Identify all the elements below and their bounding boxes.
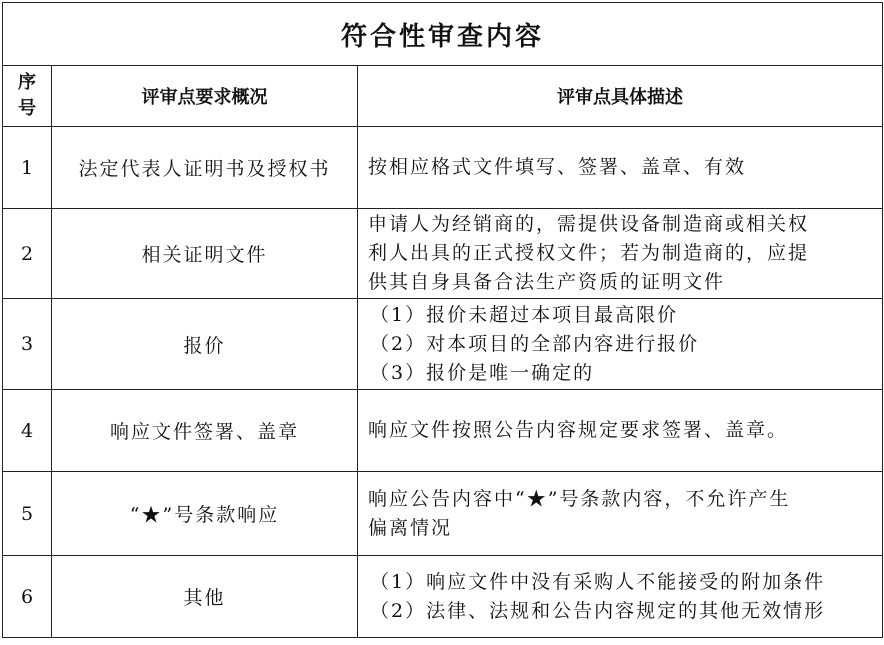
table-row (3, 299, 883, 390)
row-point: 相关证明文件 (52, 209, 358, 299)
desc-line: （2）对本项目的全部内容进行报价 (370, 332, 700, 355)
row-seq: 6 (3, 556, 52, 638)
compliance-review-table (2, 2, 883, 638)
row-desc (358, 472, 883, 556)
desc-line: 偏离情况 (368, 516, 453, 539)
row-seq: 5 (3, 472, 52, 556)
row-seq: 1 (3, 127, 52, 209)
row-point: 其他 (52, 556, 358, 638)
table-row (3, 390, 883, 472)
desc-line: （2）法律、法规和公告内容规定的其他无效情形 (370, 599, 826, 622)
header-seq-line1: 序 (18, 72, 36, 93)
table-row (3, 209, 883, 299)
title-row (3, 3, 883, 66)
table-row (3, 472, 883, 556)
header-seq (3, 66, 52, 127)
row-point: 报价 (52, 299, 358, 390)
desc-line: 申请人为经销商的，需提供设备制造商或相关权 (368, 213, 810, 235)
row-desc (358, 390, 883, 472)
desc-line: 按相应格式文件填写、签署、盖章、有效 (368, 156, 747, 178)
row-desc (358, 209, 883, 299)
desc-line: 供其自身具备合法生产资质的证明文件 (368, 271, 726, 293)
row-point: 响应文件签署、盖章 (52, 390, 358, 472)
header-seq-line2: 号 (18, 98, 36, 119)
desc-line: 响应文件按照公告内容规定要求签署、盖章。 (368, 419, 789, 441)
desc-line: （1）响应文件中没有采购人不能接受的附加条件 (370, 570, 826, 593)
row-seq: 2 (3, 209, 52, 299)
row-point: “★”号条款响应 (52, 472, 358, 556)
row-seq: 3 (3, 299, 52, 390)
header-row (3, 66, 883, 127)
desc-line: （1）报价未超过本项目最高限价 (370, 303, 679, 326)
row-point: 法定代表人证明书及授权书 (52, 127, 358, 209)
header-desc: 评审点具体描述 (358, 66, 883, 127)
header-point: 评审点要求概况 (52, 66, 358, 127)
row-desc (358, 299, 883, 390)
row-seq: 4 (3, 390, 52, 472)
desc-line: 响应公告内容中“★”号条款内容，不允许产生 (368, 487, 791, 510)
desc-line: 利人出具的正式授权文件；若为制造商的，应提 (368, 242, 810, 264)
row-desc (358, 127, 883, 209)
table-row (3, 556, 883, 638)
row-desc (358, 556, 883, 638)
table-title: 符合性审查内容 (3, 3, 883, 66)
table-row (3, 127, 883, 209)
desc-line: （3）报价是唯一确定的 (370, 361, 595, 384)
